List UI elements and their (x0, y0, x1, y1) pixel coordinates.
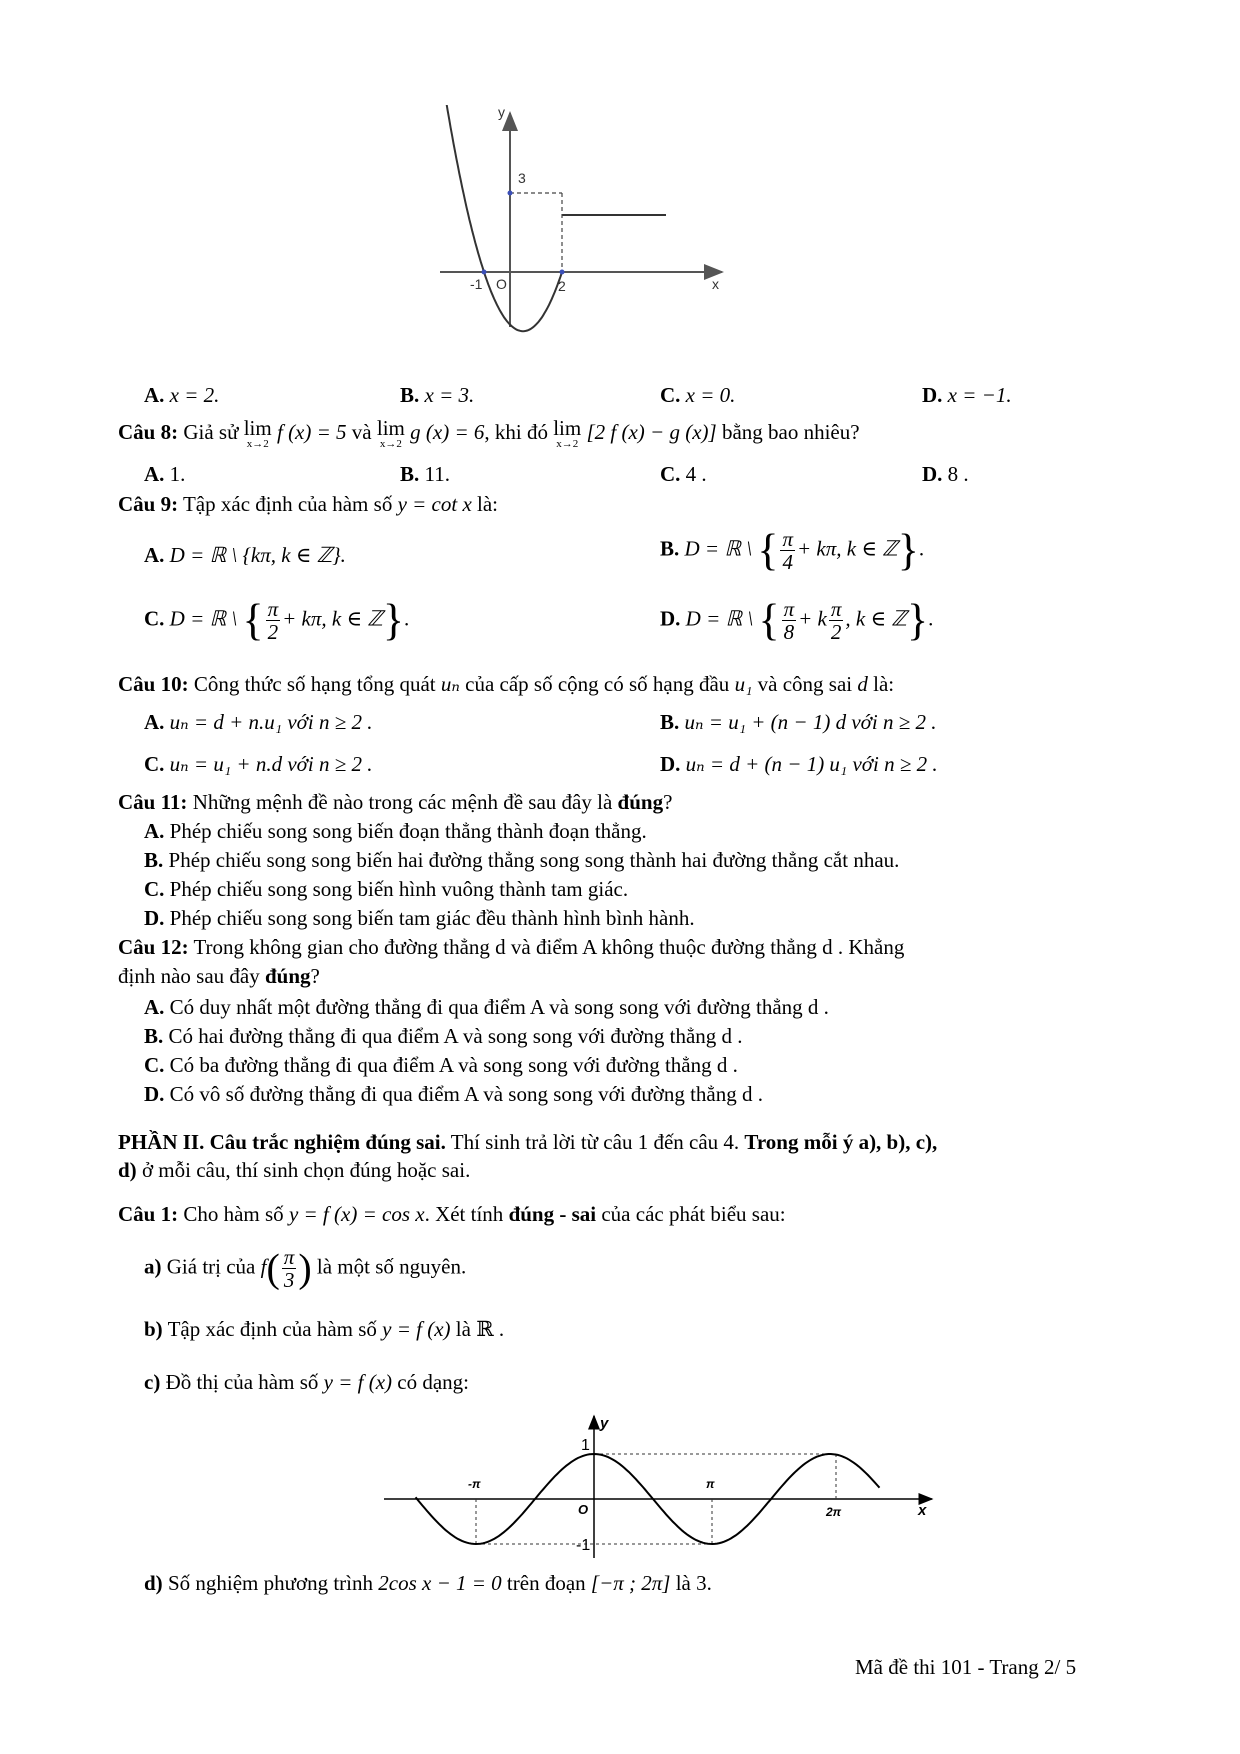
p2q1-statement-d[interactable]: d) Số nghiệm phương trình 2cos x − 1 = 0 trên đoạn [−π ; 2π] là 3. (144, 1571, 712, 1595)
tick-minus-1: -1 (470, 276, 483, 292)
y-axis-label: y (600, 1415, 609, 1432)
limit-notation: lim x→2 (243, 416, 272, 450)
tick-minus-1: -1 (576, 1537, 591, 1554)
q7-option-b[interactable]: B. x = 3. (400, 383, 475, 407)
q11-option-c[interactable]: C. Phép chiếu song song biến hình vuông thành tam giác. (144, 877, 629, 901)
tick-3: 3 (518, 170, 526, 186)
tick-2pi: 2π (826, 1505, 842, 1519)
q9-option-d[interactable]: D. D = ℝ \ { $\frac{\pi}{8}$ + k $\frac{\pi}{2}$ , k ∈ ℤ}. (660, 595, 934, 645)
tick-2: 2 (558, 278, 566, 294)
q8-option-c[interactable]: C. 4 . (660, 462, 707, 486)
limit-notation: lim x→2 (376, 416, 405, 450)
q11-stem: Câu 11: Những mệnh đề nào trong các mệnh đề sau đây là đúng? (118, 790, 673, 814)
page-footer: Mã đề thi 101 - Trang 2/ 5 (855, 1655, 1077, 1679)
q8-option-a[interactable]: A. 1. (144, 462, 186, 486)
q11-option-d[interactable]: D. Phép chiếu song song biến tam giác đều thành hình bình hành. (144, 906, 695, 930)
q11-option-a[interactable]: A. Phép chiếu song song biến đoạn thẳng thành đoạn thẳng. (144, 819, 647, 843)
q8-option-d[interactable]: D. 8 . (922, 462, 969, 486)
tick-neg-pi: -π (468, 1477, 481, 1491)
part2-heading-line2: d) ở mỗi câu, thí sinh chọn đúng hoặc sai. (118, 1158, 471, 1182)
q7-option-a[interactable]: A. x = 2. (144, 383, 220, 407)
tick-1: 1 (581, 1437, 590, 1454)
p2q1-statement-c[interactable]: c) Đồ thị của hàm số y = f (x) có dạng: (144, 1370, 470, 1394)
x-axis-label: x (918, 1502, 927, 1519)
q10-stem: Câu 10: Công thức số hạng tổng quát uₙ của cấp số cộng có số hạng đầu u₁ và công sai d là: (118, 672, 895, 696)
part2-heading: PHẦN II. Câu trắc nghiệm đúng sai. Thí sinh trả lời từ câu 1 đến câu 4. Trong mỗi ý a), b), c), (118, 1130, 938, 1154)
piecewise-graph (440, 105, 760, 365)
q8-option-b[interactable]: B. 11. (400, 462, 450, 486)
q10-option-a[interactable]: A. uₙ = d + n.u₁ với n ≥ 2 . (144, 710, 373, 734)
q12-option-c[interactable]: C. Có ba đường thẳng đi qua điểm A và song song với đường thẳng d . (144, 1053, 738, 1077)
limit-notation: lim x→2 (553, 416, 582, 450)
q10-option-c[interactable]: C. uₙ = u₁ + n.d với n ≥ 2 . (144, 752, 373, 776)
origin-label: O (496, 276, 507, 292)
q12-option-a[interactable]: A. Có duy nhất một đường thẳng đi qua điểm A và song song với đường thẳng d . (144, 995, 829, 1019)
q12-option-d[interactable]: D. Có vô số đường thẳng đi qua điểm A và song song với đường thẳng d . (144, 1082, 763, 1106)
q7-option-c[interactable]: C. x = 0. (660, 383, 736, 407)
cosine-graph (380, 1410, 940, 1560)
q12-stem-line2: định nào sau đây đúng? (118, 964, 320, 988)
origin-label: O (578, 1502, 589, 1517)
q11-option-b[interactable]: B. Phép chiếu song song biến hai đường thẳng song song thành hai đường thẳng cắt nhau. (144, 848, 900, 872)
q9-option-a[interactable]: A. D = ℝ \ {kπ, k ∈ ℤ}. (144, 543, 346, 567)
q10-option-d[interactable]: D. uₙ = d + (n − 1) u₁ với n ≥ 2 . (660, 752, 938, 776)
p2q1-statement-a[interactable]: a) Giá trị của f( $\frac{\pi}{3}$ ) là một số nguyên. (144, 1245, 467, 1293)
y-axis-label: y (498, 105, 505, 120)
tick-pi: π (706, 1477, 715, 1491)
q12-option-b[interactable]: B. Có hai đường thẳng đi qua điểm A và song song với đường thẳng d . (144, 1024, 743, 1048)
x-axis-label: x (712, 276, 719, 292)
p2q1-statement-b[interactable]: b) Tập xác định của hàm số y = f (x) là ℝ . (144, 1317, 505, 1341)
q9-stem: Câu 9: Tập xác định của hàm số y = cot x là: (118, 492, 499, 516)
q8-stem: Câu 8: Giả sử lim x→2 f (x) = 5 và lim x→2 g (x) = 6, khi đó lim x→2 [2 f (x) − g (x)] bằng bao nhiêu? (118, 416, 860, 450)
p2q1-stem: Câu 1: Cho hàm số y = f (x) = cos x. Xét tính đúng - sai của các phát biểu sau: (118, 1202, 786, 1226)
q9-option-b[interactable]: B. D = ℝ \ { $\frac{\pi}{4}$ + kπ, k ∈ ℤ}. (660, 525, 925, 575)
q7-option-d[interactable]: D. x = −1. (922, 383, 1012, 407)
q10-option-b[interactable]: B. uₙ = u₁ + (n − 1) d với n ≥ 2 . (660, 710, 937, 734)
q12-stem: Câu 12: Trong không gian cho đường thẳng d và điểm A không thuộc đường thẳng d . Khẳng (118, 935, 905, 959)
q9-option-c[interactable]: C. D = ℝ \ { $\frac{\pi}{2}$ + kπ, k ∈ ℤ}. (144, 595, 410, 645)
